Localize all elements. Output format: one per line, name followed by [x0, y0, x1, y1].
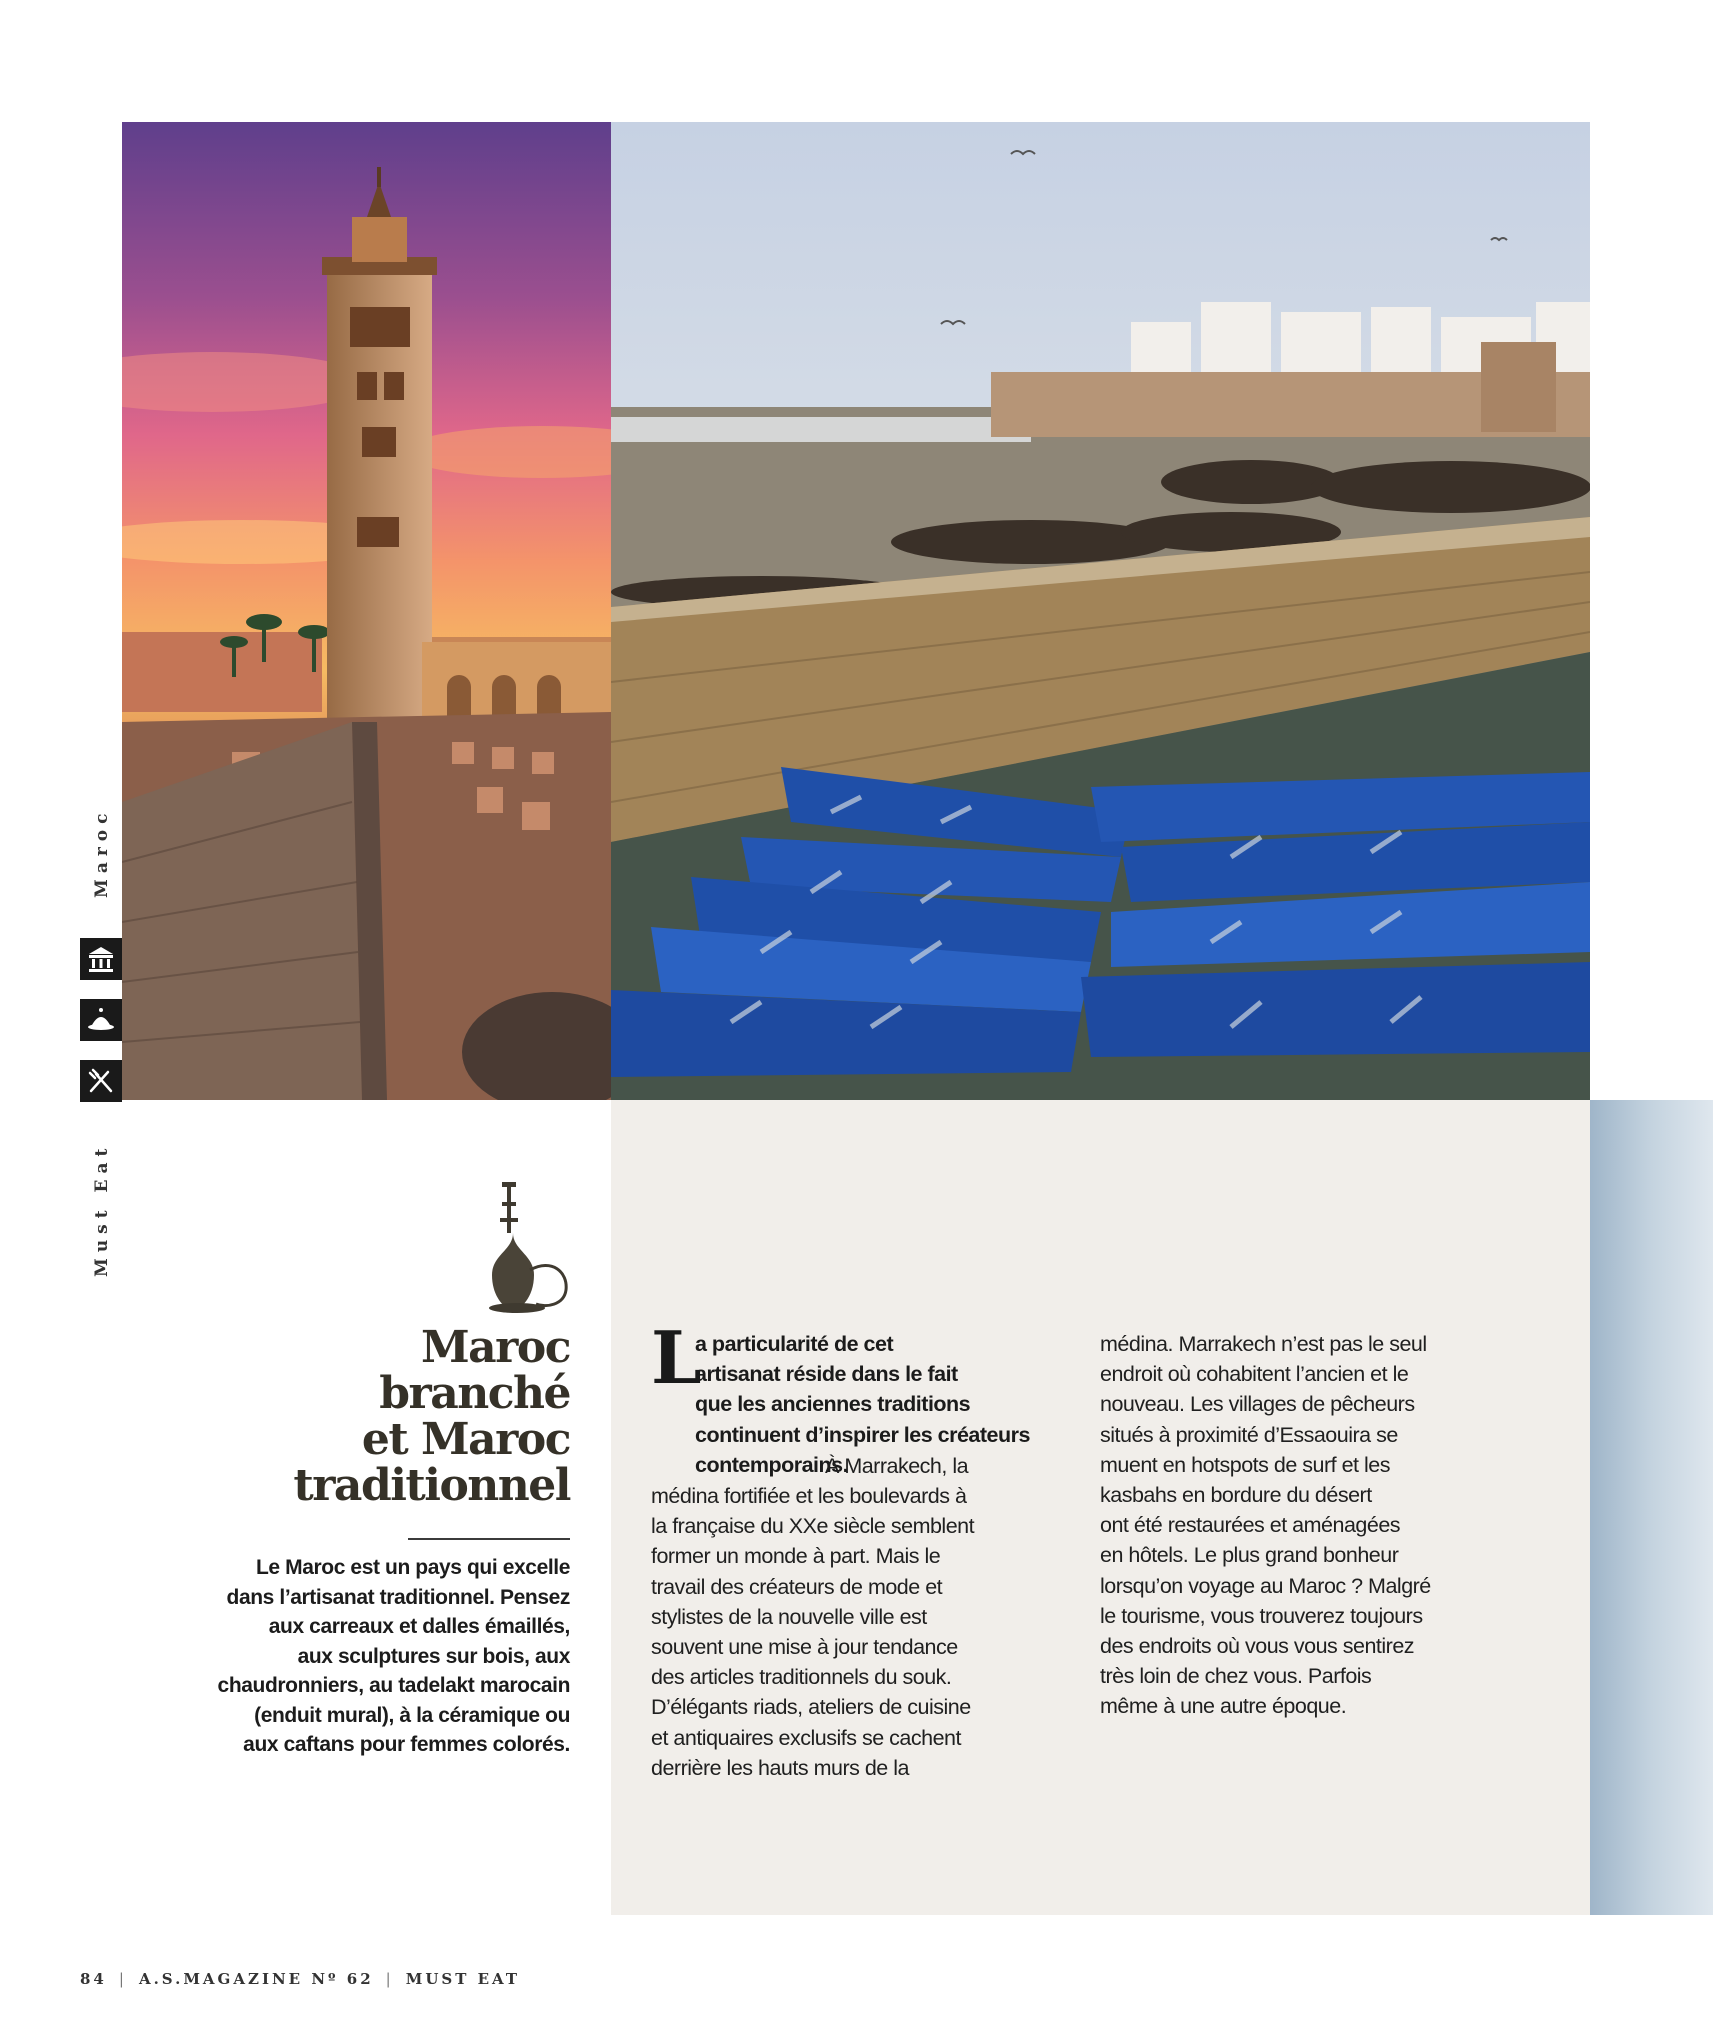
section-label-maroc: Maroc	[92, 807, 112, 898]
essaouira-illustration	[611, 122, 1590, 1100]
section-name: MUST EAT	[405, 1970, 521, 1988]
koutoubia-photo	[122, 122, 611, 1100]
page-number: 84	[80, 1970, 107, 1988]
page-footer: 84 | A.S.MAGAZINE Nº 62 | MUST EAT	[80, 1970, 521, 1988]
monument-icon	[80, 938, 122, 980]
drop-cap: L	[651, 1315, 702, 1400]
article-column-2: médina. Marrakech n’est pas le seul endroit où cohabitent l’ancien et le nouveau. Les villages de pêcheurs situés à proximité d’Essaouira se muent en hotspots de surf et les kasbahs en bordure du désert ont été restaurées et aménagées en hôtels. Le plus grand bonheur lorsqu’on voyage au Maroc ? Malgré le tourisme, vous trouverez toujours des endroits où vous vous sentirez très loin de chez vous. Parfois même à une autre époque.	[1100, 1332, 1431, 1719]
headline-divider	[408, 1538, 570, 1540]
hookah-icon	[486, 1180, 574, 1315]
magazine-issue: A.S.MAGAZINE Nº 62	[138, 1970, 374, 1988]
essaouira-photo	[611, 122, 1590, 1100]
tajine-icon	[80, 999, 122, 1041]
article-column-1-text: À Marrakech, la médina fortifiée et les boulevards à la française du XXe siècle semblent former un monde à part. Mais le travail des créateurs de mode et stylistes de la nouvelle ville est souvent une mise à jour tendance des articles traditionnels du souk. D’élégants riads, ateliers de cuisine et antiquaires exclusifs se cachent derrière les hauts murs de la	[651, 1453, 975, 1780]
next-page-image-edge	[1590, 1100, 1713, 1915]
utensils-icon	[80, 1060, 122, 1102]
koutoubia-illustration	[122, 122, 611, 1100]
article-lead: a particularité de cet artisanat réside dans le fait que les anciennes traditions continuent d’inspirer les créateurs contemporains.	[695, 1332, 1030, 1477]
article-column-1	[651, 1451, 1051, 1783]
article-intro: Le Maroc est un pays qui excelle dans l’artisanat traditionnel. Pensez aux carreaux et dalles émaillés, aux sculptures sur bois, aux chaudronniers, au tadelakt marocain (enduit mural), à la céramique ou aux caftans pour femmes colorés.	[217, 1556, 570, 1756]
article-headline: Maroc branché et Maroc traditionnel	[293, 1322, 570, 1511]
section-label-must-eat: Must Eat	[92, 1142, 112, 1277]
